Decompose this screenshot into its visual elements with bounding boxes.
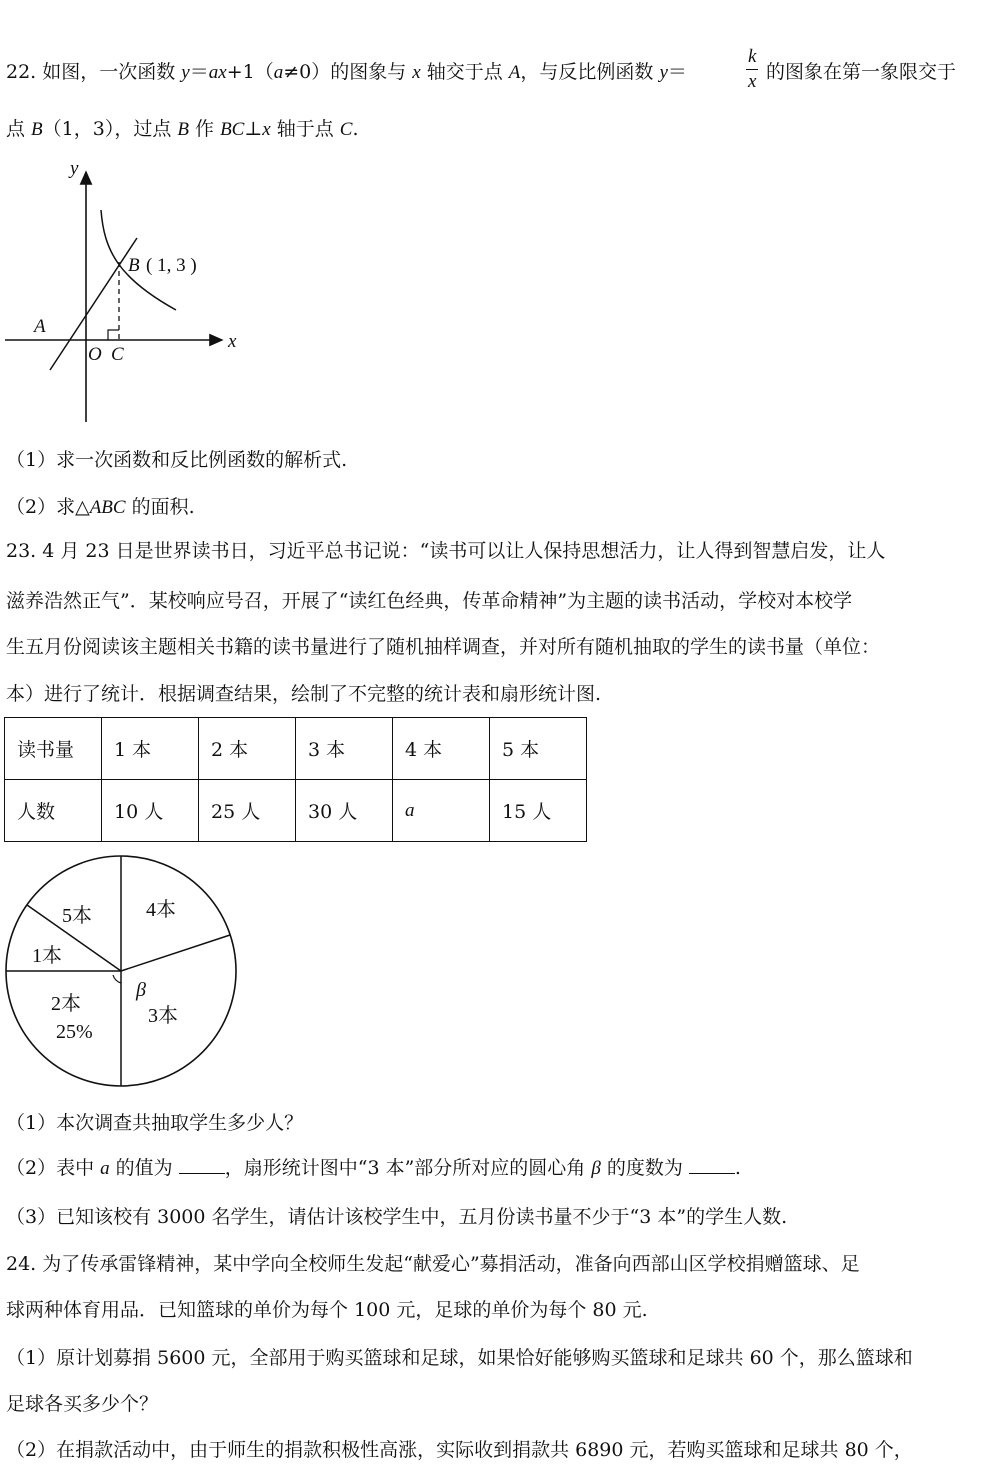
answer-blank-beta[interactable]	[689, 1155, 735, 1174]
q22-line-2	[6, 116, 359, 143]
pie-divider-right	[121, 935, 230, 971]
q23-sub3: （3）已知该校有 3000 名学生，请估计该校学生中，五月份读书量不少于“3 本”的学生人数.	[6, 1206, 788, 1228]
var: BC	[220, 119, 245, 140]
text: 的度数为	[600, 1157, 689, 1179]
q22-line-1-end: 的图象在第一象限交于	[766, 61, 957, 83]
table-row	[5, 718, 587, 780]
var: C	[339, 119, 353, 140]
q23-sub2	[6, 1155, 741, 1182]
q24-paragraph-1: 24. 为了传承雷锋精神，某中学向全校师生发起“献爱心”募捐活动，准备向西部山区学校捐赠篮球、足	[6, 1253, 860, 1275]
text: ≠0）的图象与	[283, 61, 413, 83]
q23-sub1: （1）本次调查共抽取学生多少人？	[6, 1112, 304, 1134]
var: y	[659, 62, 668, 83]
pie-label-5: 5本	[62, 905, 92, 927]
text: 作	[188, 118, 221, 140]
var: a	[100, 1158, 110, 1179]
fraction-numerator: k	[746, 45, 758, 70]
pie-label-1: 1本	[32, 945, 62, 967]
text: ＝	[667, 61, 687, 83]
point-a-label: A	[34, 316, 46, 337]
q22-sub2	[6, 494, 195, 521]
var: B	[177, 119, 189, 140]
q23-paragraph-2: 滋养浩然正气”．某校响应号召，开展了“读红色经典，传革命精神”为主题的读书活动，学校对本校学	[6, 590, 853, 612]
origin-label: O	[88, 344, 102, 365]
var: A	[508, 62, 521, 83]
text: +1（	[226, 61, 274, 83]
text: 的值为	[109, 1157, 179, 1179]
point-b-label: B	[128, 255, 140, 276]
table-cell: a	[393, 780, 490, 842]
text: 轴交于点	[420, 61, 509, 83]
beta-label: β	[136, 979, 146, 1001]
text: （2）求△	[6, 496, 90, 518]
q24-paragraph-2: 球两种体育用品．已知篮球的单价为每个 100 元，足球的单价为每个 80 元.	[6, 1299, 648, 1321]
pie-label-3: 3本	[148, 1005, 178, 1027]
text: ，与反比例函数	[520, 61, 660, 83]
q23-paragraph-1: 23. 4 月 23 日是世界读书日，习近平总书记说：“读书可以让人保持思想活力，让人得到智慧启发，让人	[6, 540, 886, 562]
answer-blank-a[interactable]	[179, 1155, 225, 1174]
text: （1，3），过点	[42, 118, 178, 140]
var: β	[591, 1158, 601, 1179]
text: .	[352, 118, 359, 140]
var: ax	[208, 62, 227, 83]
q24-sub1-line2: 足球各买多少个？	[6, 1393, 159, 1415]
q22-line-1	[6, 59, 687, 86]
text: 轴于点	[270, 118, 340, 140]
point-b-coords: ( 1, 3 )	[146, 255, 197, 276]
pie-chart	[0, 855, 245, 1090]
text: 22. 如图，一次函数	[6, 61, 182, 83]
table-cell: 人数	[5, 780, 102, 842]
q24-sub1-line1: （1）原计划募捐 5600 元，全部用于购买篮球和足球，如果恰好能够购买篮球和足球共 60 个，那么篮球和	[6, 1347, 913, 1369]
table-cell: 25 人	[199, 780, 296, 842]
q23-paragraph-3: 生五月份阅读该主题相关书籍的读书量进行了随机抽样调查，并对所有随机抽取的学生的读书量（单位：	[6, 636, 881, 658]
table-cell: 30 人	[296, 780, 393, 842]
var: ABC	[89, 497, 126, 518]
beta-angle-arc	[113, 975, 121, 983]
coordinate-graph	[0, 150, 260, 430]
pie-label-2-percent: 25%	[56, 1021, 93, 1043]
text: ⊥	[244, 118, 263, 140]
fraction-denominator: x	[748, 71, 757, 92]
y-axis-label: y	[70, 158, 79, 179]
x-axis-label: x	[228, 331, 237, 352]
var: x	[412, 62, 421, 83]
text: .	[734, 1157, 741, 1179]
q22-sub1: （1）求一次函数和反比例函数的解析式.	[6, 449, 348, 471]
text: ，扇形统计图中“3 本”部分所对应的圆心角	[224, 1157, 592, 1179]
table-cell: 5 本	[490, 718, 587, 780]
q24-sub2: （2）在捐款活动中，由于师生的捐款积极性高涨，实际收到捐款共 6890 元，若购买篮球和足球共 80 个，	[6, 1439, 913, 1461]
pie-label-2: 2本	[51, 993, 81, 1015]
text: 点	[6, 118, 32, 140]
table-cell: 3 本	[296, 718, 393, 780]
pie-label-4: 4本	[146, 899, 176, 921]
q23-paragraph-4: 本）进行了统计．根据调查结果，绘制了不完整的统计表和扇形统计图.	[6, 683, 602, 705]
var: x	[262, 119, 271, 140]
table-cell: 10 人	[102, 780, 199, 842]
var: B	[31, 119, 43, 140]
fraction-k-over-x	[746, 45, 758, 94]
text: （2）表中	[6, 1157, 101, 1179]
table-row	[5, 780, 587, 842]
table-cell: 1 本	[102, 718, 199, 780]
text: 的面积.	[125, 496, 195, 518]
text: ＝	[189, 61, 209, 83]
table-cell: 读书量	[5, 718, 102, 780]
table-cell: 2 本	[199, 718, 296, 780]
table-cell: 4 本	[393, 718, 490, 780]
right-angle-mark	[108, 330, 119, 340]
point-c-label: C	[111, 344, 124, 365]
var: a	[273, 62, 284, 83]
reading-stats-table	[4, 717, 587, 842]
var: y	[181, 62, 190, 83]
table-cell: 15 人	[490, 780, 587, 842]
